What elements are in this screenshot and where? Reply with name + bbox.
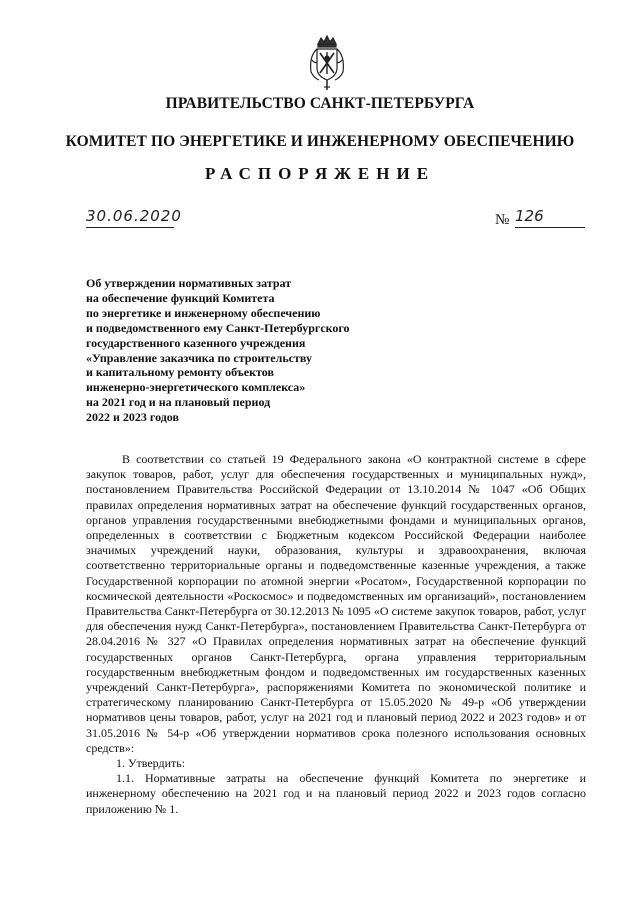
coat-of-arms-icon — [306, 34, 348, 92]
government-title: ПРАВИТЕЛЬСТВО САНКТ-ПЕТЕРБУРГА — [165, 95, 475, 112]
document-body — [86, 452, 586, 817]
committee-title: КОМИТЕТ ПО ЭНЕРГЕТИКЕ И ИНЖЕНЕРНОМУ ОБЕСПЕЧЕНИЮ — [65, 133, 575, 150]
number-underline — [515, 227, 585, 228]
subject-line: 2022 и 2023 годов — [86, 410, 179, 425]
point-1: 1. Утвердить: — [116, 756, 186, 771]
subject-line: на обеспечение функций Комитета — [86, 290, 275, 305]
subject-line: государственного казенного учреждения — [86, 335, 306, 350]
subject-line: инженерно-энергетического комплекса» — [86, 380, 306, 395]
point-1-1: 1.1. Нормативные затраты на обеспечение функций Комитета по энергетике и инженерному обеспечению на 2021 год и на плановый период 2022 и 2023 годов согласно приложению № 1. — [86, 771, 586, 816]
subject-line: на 2021 год и на плановый период — [86, 395, 271, 410]
document-number: 126 — [515, 207, 544, 225]
document-type: РАСПОРЯЖЕНИЕ — [204, 164, 436, 183]
subject-line: и капитальному ремонту объектов — [86, 365, 274, 380]
subject-line: по энергетике и инженерному обеспечению — [86, 305, 321, 320]
subject-line: «Управление заказчика по строительству — [86, 350, 312, 365]
document-date: 30.06.2020 — [86, 207, 182, 225]
subject-line: Об утверждении нормативных затрат — [86, 276, 292, 290]
preamble-paragraph: В соответствии со статьей 19 Федерального закона «О контрактной системе в сфере закупок товаров, работ, услуг для обеспечения государственных и муниципальных нужд», постановлением Правительства Российской Федерации от 13.10.2014 № 1047 «Об Общих правилах определения нормативных затрат на обеспечение функций государственных органов, органов управления государственными внебюджетными фондами и муниципальных органов, определенных в соответствии с Бюджетным кодексом Российской Федерации наиболее значимых учреждений науки, образования, культуры и здравоохранения, включая соответственно территориальные органы и подведомственные казенные учреждения, а также Государственной корпорации по атомной энергии «Росатом», Государственной корпорации по космической деятельности «Роскосмос» и подведомственных им организаций», постановлением Правительства Санкт-Петербурга от 30.12.2013 № 1095 «О системе закупок товаров, работ, услуг для обеспечения нужд Санкт-Петербурга», постановлением Правительства Санкт-Петербурга от 28.04.2016 № 327 «О Правилах определения нормативных затрат на обеспечение функций государственных органов Санкт-Петербурга, органа управления территориальным государственным внебюджетным фондом и подведомственных им государственных казенных учреждений Санкт-Петербурга», распоряжениями Комитета по экономической политике и стратегическому планированию Санкт-Петербурга от 15.05.2020 № 49-р «Об утверждении нормативов цены товаров, работ, услуг на 2021 год и плановый период 2022 и 2023 годов» и от 31.05.2016 № 54-р «Об утверждении нормативов срока полезного использования основных средств»: — [86, 452, 586, 755]
date-underline — [86, 227, 174, 228]
document-subject — [86, 276, 416, 425]
subject-line: и подведомственного ему Санкт-Петербургского — [86, 320, 350, 335]
number-label: № — [495, 212, 510, 228]
